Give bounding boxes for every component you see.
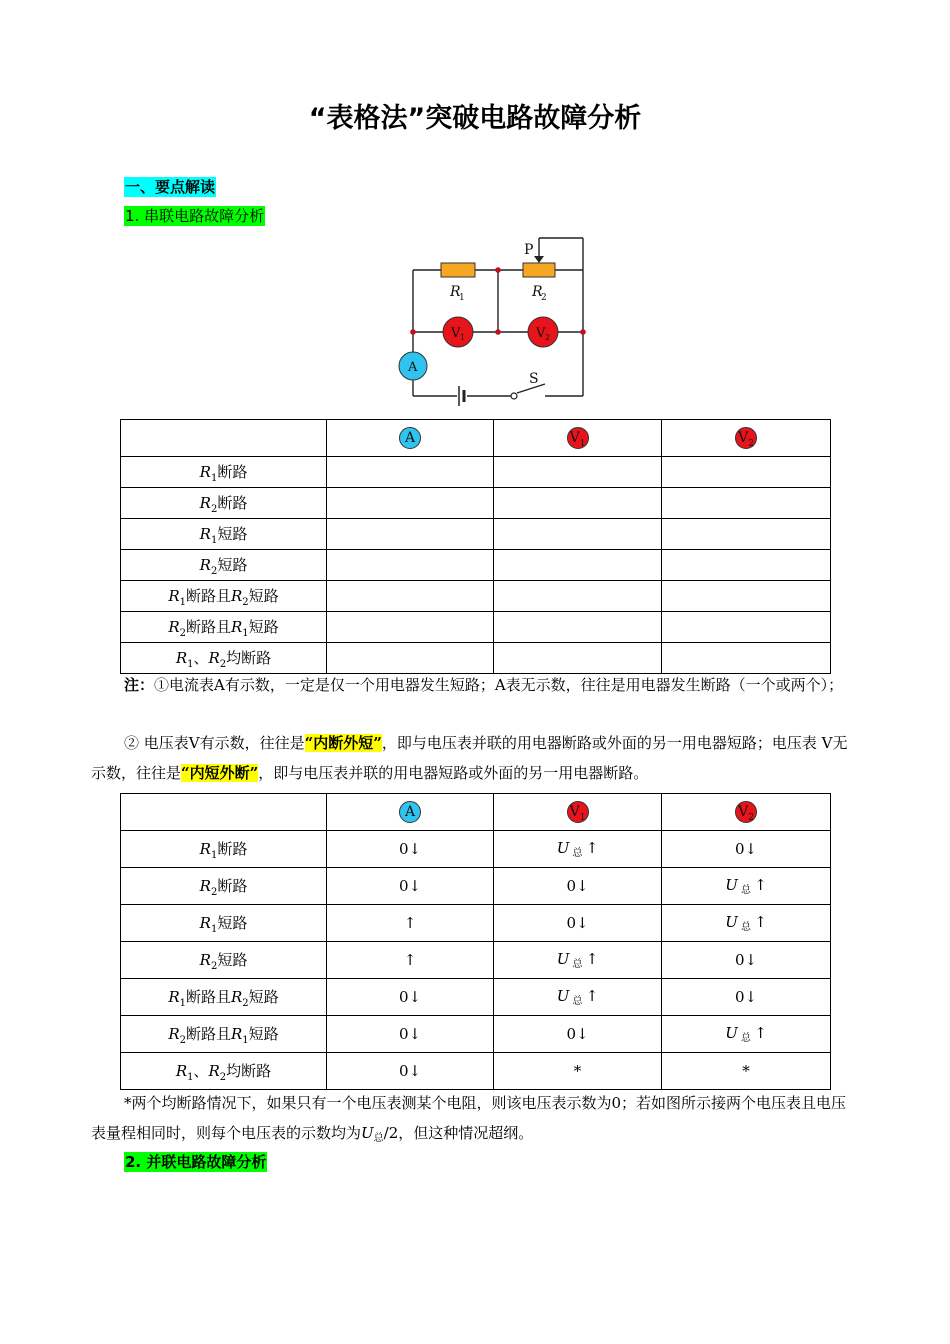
empty-cell — [327, 643, 494, 674]
empty-cell — [662, 581, 831, 612]
table-row — [121, 942, 831, 979]
row-label: $R_1$短路 — [199, 524, 248, 546]
table-row — [121, 831, 831, 868]
answer-cell: * — [662, 1053, 831, 1090]
empty-cell — [494, 643, 662, 674]
answer-cell: 0↓ — [327, 1016, 494, 1053]
table-row — [121, 1016, 831, 1053]
table-row — [121, 643, 831, 674]
table-row — [121, 612, 831, 643]
answer-cell: U $_总$ ↑ — [662, 868, 831, 905]
empty-cell — [327, 581, 494, 612]
svg-text:2: 2 — [545, 333, 551, 342]
answer-cell: U $_总$ ↑ — [494, 942, 662, 979]
empty-cell — [662, 519, 831, 550]
subsection-heading-series: 1. 串联电路故障分析 — [125, 207, 265, 225]
empty-cell — [327, 519, 494, 550]
row-label: $R_2$断路 — [199, 493, 248, 515]
empty-cell — [327, 457, 494, 488]
answer-cell: ↑ — [327, 905, 494, 942]
empty-cell — [662, 457, 831, 488]
row-label: $R_1$断路且$R_2$短路 — [168, 586, 279, 608]
empty-cell — [662, 550, 831, 581]
resistor-r1 — [441, 263, 475, 277]
answer-cell: 0↓ — [662, 979, 831, 1016]
answer-cell: 0↓ — [494, 868, 662, 905]
table-row — [121, 550, 831, 581]
ammeter-icon: A — [399, 427, 421, 449]
table-row — [121, 581, 831, 612]
circuit-diagram — [393, 232, 593, 412]
svg-text:1: 1 — [460, 333, 466, 342]
empty-cell — [494, 612, 662, 643]
row-label: $R_1$短路 — [199, 913, 248, 935]
row-label: $R_1$、$R_2$均断路 — [175, 648, 272, 670]
empty-cell — [494, 519, 662, 550]
empty-cell — [327, 612, 494, 643]
answer-cell: U $_总$ ↑ — [494, 831, 662, 868]
answer-cell: U $_总$ ↑ — [662, 905, 831, 942]
footnote-paragraph: *两个均断路情况下，如果只有一个电压表测某个电阻，则该电压表示数为0；若如图所示接两个电压表且电压表量程相同时，则每个电压表的示数均为$U_总/2$，但这种情况超纲。 — [91, 1094, 847, 1144]
table-row — [121, 457, 831, 488]
answer-cell: 0↓ — [327, 1053, 494, 1090]
svg-text:R: R — [532, 284, 543, 300]
answer-cell: U $_总$ ↑ — [662, 1016, 831, 1053]
row-label: $R_1$断路 — [199, 839, 248, 861]
row-label: $R_1$断路 — [199, 462, 248, 484]
empty-cell — [494, 581, 662, 612]
answer-cell: 0↓ — [494, 905, 662, 942]
empty-cell — [662, 612, 831, 643]
table-row — [121, 488, 831, 519]
answer-cell: ↑ — [327, 942, 494, 979]
row-label: $R_2$短路 — [199, 555, 248, 577]
fault-table-answers — [120, 793, 831, 1090]
table-header-row — [121, 794, 831, 831]
section-heading: 一、要点解读 — [125, 178, 216, 196]
page-title: “表格法”突破电路故障分析 — [308, 103, 642, 134]
table-row — [121, 905, 831, 942]
voltmeter-v1-icon: $V_1$ — [567, 801, 589, 823]
table-row — [121, 868, 831, 905]
empty-cell — [494, 457, 662, 488]
row-label: $R_2$短路 — [199, 950, 248, 972]
table-header-row — [121, 420, 831, 457]
svg-text:S: S — [529, 371, 539, 387]
voltmeter-v2-icon: $V_2$ — [735, 801, 757, 823]
subsection-heading-parallel: 2. 并联电路故障分析 — [125, 1153, 267, 1171]
row-label: $R_1$、$R_2$均断路 — [175, 1061, 272, 1083]
note-paragraph-2: ② 电压表V有示数，往往是“内断外短”，即与电压表并联的用电器断路或外面的另一用电器短路；电压表 V无示数，往往是“内短外断”，即与电压表并联的用电器短路或外面的另一用电器断路。 — [91, 734, 848, 782]
voltmeter-v2-icon: $V_2$ — [735, 427, 757, 449]
answer-cell: 0↓ — [494, 1016, 662, 1053]
row-label: $R_2$断路且$R_1$短路 — [168, 1024, 279, 1046]
note-paragraph-1: 注：①电流表A有示数，一定是仅一个用电器发生短路；A表无示数，往往是用电器发生断路（一个或两个）； — [124, 676, 844, 694]
answer-cell: * — [494, 1053, 662, 1090]
ammeter-icon: A — [399, 801, 421, 823]
table-row — [121, 979, 831, 1016]
empty-cell — [327, 488, 494, 519]
table-row — [121, 519, 831, 550]
empty-cell — [662, 643, 831, 674]
svg-text:1: 1 — [459, 293, 465, 303]
svg-text:V: V — [451, 326, 461, 341]
voltmeter-v1-icon: $V_1$ — [567, 427, 589, 449]
empty-cell — [662, 488, 831, 519]
empty-cell — [494, 550, 662, 581]
row-label: $R_1$断路且$R_2$短路 — [168, 987, 279, 1009]
table-row — [121, 1053, 831, 1090]
svg-text:P: P — [524, 242, 534, 258]
highlight-inner-open-outer-short: “内断外短” — [304, 734, 382, 752]
svg-text:2: 2 — [541, 293, 547, 303]
answer-cell: U $_总$ ↑ — [494, 979, 662, 1016]
answer-cell: 0↓ — [327, 979, 494, 1016]
row-label: $R_2$断路且$R_1$短路 — [168, 617, 279, 639]
empty-cell — [494, 488, 662, 519]
answer-cell: 0↓ — [662, 831, 831, 868]
svg-text:A: A — [408, 360, 418, 375]
highlight-inner-short-outer-open: “内短外断” — [181, 764, 259, 782]
empty-cell — [327, 550, 494, 581]
svg-text:V: V — [536, 326, 546, 341]
answer-cell: 0↓ — [662, 942, 831, 979]
fault-table-blank — [120, 419, 831, 674]
answer-cell: 0↓ — [327, 831, 494, 868]
row-label: $R_2$断路 — [199, 876, 248, 898]
resistor-r2 — [523, 263, 555, 277]
svg-text:R: R — [450, 284, 461, 300]
answer-cell: 0↓ — [327, 868, 494, 905]
